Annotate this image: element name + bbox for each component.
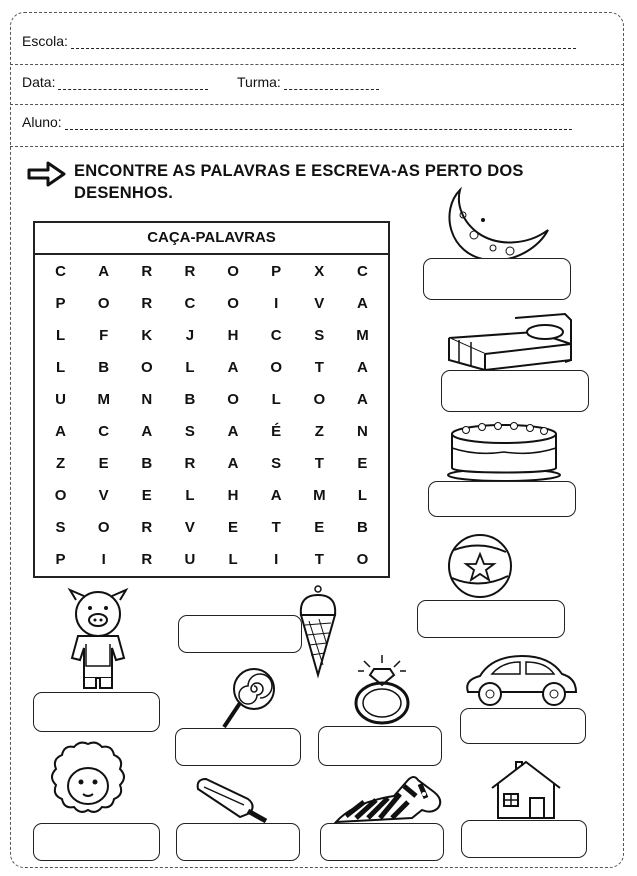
wordsearch-cell[interactable]: B: [141, 455, 153, 473]
wordsearch-cell[interactable]: O: [270, 358, 283, 376]
wordsearch-cell[interactable]: L: [228, 551, 238, 569]
header-divider: [10, 64, 624, 65]
arrow-right-icon: [26, 160, 68, 188]
car-icon: [462, 652, 580, 708]
date-field[interactable]: [22, 74, 208, 90]
wordsearch-cell[interactable]: J: [185, 326, 195, 344]
wordsearch-cell[interactable]: N: [357, 423, 368, 441]
moon-icon: [438, 185, 554, 265]
cake-icon: [446, 420, 562, 482]
wordsearch-cell[interactable]: L: [185, 358, 195, 376]
wordsearch-cell[interactable]: V: [314, 294, 325, 312]
wordsearch-cell[interactable]: S: [55, 519, 66, 537]
wordsearch-cell[interactable]: K: [141, 326, 153, 344]
school-field[interactable]: [22, 33, 576, 49]
wordsearch-cell[interactable]: A: [357, 358, 368, 376]
wordsearch-cell[interactable]: S: [184, 423, 195, 441]
wordsearch-cell[interactable]: A: [55, 423, 66, 441]
answer-box-car[interactable]: [460, 708, 586, 744]
wordsearch-cell[interactable]: X: [314, 262, 325, 280]
class-label: Turma:: [237, 74, 281, 90]
wordsearch-cell[interactable]: E: [357, 455, 368, 473]
wordsearch-cell[interactable]: O: [356, 551, 369, 569]
wordsearch-cell[interactable]: R: [141, 551, 153, 569]
wordsearch-cell[interactable]: O: [140, 358, 153, 376]
wordsearch-cell[interactable]: C: [98, 423, 110, 441]
bed-icon: [445, 310, 577, 372]
wordsearch-cell[interactable]: S: [314, 326, 325, 344]
date-input-line[interactable]: [58, 77, 208, 90]
wordsearch-cell[interactable]: L: [55, 358, 66, 376]
answer-box-ring[interactable]: [318, 726, 442, 766]
answer-box-sheep[interactable]: [33, 823, 160, 861]
answer-box-moon[interactable]: [423, 258, 571, 300]
wordsearch-cell[interactable]: A: [227, 358, 239, 376]
wordsearch-cell[interactable]: H: [227, 487, 239, 505]
popsicle-icon: [192, 775, 268, 825]
wordsearch-cell[interactable]: E: [228, 519, 239, 537]
wordsearch-cell[interactable]: E: [98, 455, 109, 473]
date-label: Data:: [22, 74, 56, 90]
wordsearch-cell[interactable]: A: [270, 487, 282, 505]
wordsearch-cell[interactable]: R: [141, 294, 153, 312]
wordsearch-cell[interactable]: R: [141, 262, 153, 280]
answer-box-lollipop[interactable]: [175, 728, 301, 766]
wordsearch-cell[interactable]: I: [274, 294, 279, 312]
wordsearch-cell[interactable]: I: [274, 551, 279, 569]
wordsearch-cell[interactable]: M: [313, 487, 326, 505]
wordsearch-cell[interactable]: P: [55, 551, 66, 569]
student-label: Aluno:: [22, 114, 62, 130]
wordsearch-cell[interactable]: O: [227, 262, 239, 280]
ring-icon: [350, 655, 414, 725]
wordsearch-cell[interactable]: O: [97, 519, 110, 537]
answer-box-bed[interactable]: [441, 370, 589, 412]
wordsearch-cell[interactable]: L: [357, 487, 368, 505]
wordsearch-grid: [33, 221, 390, 578]
answer-box-house[interactable]: [461, 820, 587, 858]
wordsearch-cell[interactable]: T: [271, 519, 281, 537]
wordsearch-cell[interactable]: Z: [314, 423, 324, 441]
instruction-text: ENCONTRE AS PALAVRAS E ESCREVA-AS PERTO DOS DESENHOS.: [74, 162, 524, 202]
wordsearch-cell[interactable]: F: [99, 326, 109, 344]
wordsearch-cell[interactable]: A: [357, 390, 368, 408]
class-field[interactable]: [237, 74, 379, 90]
wordsearch-cell[interactable]: O: [97, 294, 110, 312]
wordsearch-cell[interactable]: P: [55, 294, 66, 312]
wordsearch-cell[interactable]: A: [98, 262, 110, 280]
wordsearch-cell[interactable]: R: [141, 519, 153, 537]
wordsearch-cell[interactable]: A: [141, 423, 153, 441]
pig-icon: [52, 588, 144, 692]
wordsearch-cell[interactable]: A: [227, 455, 239, 473]
wordsearch-cell[interactable]: C: [357, 262, 368, 280]
wordsearch-cell[interactable]: U: [55, 390, 66, 408]
ice-cream-icon: [297, 585, 339, 677]
wordsearch-title: CAÇA-PALAVRAS: [35, 223, 388, 255]
wordsearch-cell[interactable]: V: [98, 487, 109, 505]
wordsearch-cell[interactable]: L: [55, 326, 66, 344]
wordsearch-cell[interactable]: T: [314, 358, 324, 376]
wordsearch-cell[interactable]: R: [184, 262, 196, 280]
ball-icon: [446, 532, 514, 598]
wordsearch-cell[interactable]: H: [227, 326, 239, 344]
answer-box-cake[interactable]: [428, 481, 576, 517]
wordsearch-cell[interactable]: B: [98, 358, 110, 376]
answer-box-ball[interactable]: [417, 600, 565, 638]
wordsearch-cell[interactable]: B: [357, 519, 368, 537]
wordsearch-cell[interactable]: L: [271, 390, 281, 408]
header-divider: [10, 146, 624, 147]
wordsearch-cell[interactable]: R: [184, 455, 196, 473]
wordsearch-cell[interactable]: L: [185, 487, 195, 505]
wordsearch-cell[interactable]: S: [271, 455, 282, 473]
wordsearch-cell[interactable]: Z: [55, 455, 66, 473]
wordsearch-cell[interactable]: C: [270, 326, 282, 344]
sheep-icon: [45, 740, 131, 820]
zebra-icon: [334, 772, 446, 824]
answer-box-ice-cream[interactable]: [178, 615, 302, 653]
wordsearch-cell[interactable]: C: [184, 294, 196, 312]
wordsearch-cell[interactable]: A: [357, 294, 368, 312]
wordsearch-cell[interactable]: P: [271, 262, 282, 280]
wordsearch-cell[interactable]: O: [313, 390, 326, 408]
wordsearch-cell[interactable]: C: [55, 262, 66, 280]
wordsearch-cell[interactable]: O: [227, 294, 239, 312]
header-divider: [10, 104, 624, 105]
answer-box-pig[interactable]: [33, 692, 160, 732]
wordsearch-cell[interactable]: É: [271, 423, 282, 441]
house-icon: [486, 760, 566, 820]
wordsearch-cell[interactable]: O: [227, 390, 239, 408]
wordsearch-cell[interactable]: M: [356, 326, 369, 344]
wordsearch-cell[interactable]: O: [54, 487, 67, 505]
lollipop-icon: [218, 667, 278, 729]
wordsearch-cell[interactable]: E: [141, 487, 152, 505]
school-input-line[interactable]: [71, 36, 576, 49]
wordsearch-cells: [35, 255, 388, 576]
wordsearch-cell[interactable]: U: [184, 551, 196, 569]
wordsearch-cell[interactable]: E: [314, 519, 325, 537]
answer-box-popsicle[interactable]: [176, 823, 300, 861]
student-input-line[interactable]: [65, 117, 572, 130]
wordsearch-cell[interactable]: A: [227, 423, 239, 441]
wordsearch-cell[interactable]: N: [141, 390, 153, 408]
wordsearch-cell[interactable]: M: [97, 390, 110, 408]
wordsearch-cell[interactable]: V: [184, 519, 195, 537]
wordsearch-cell[interactable]: I: [101, 551, 106, 569]
school-label: Escola:: [22, 33, 68, 49]
class-input-line[interactable]: [284, 77, 379, 90]
wordsearch-cell[interactable]: T: [314, 455, 324, 473]
answer-box-zebra[interactable]: [320, 823, 444, 861]
wordsearch-cell[interactable]: B: [184, 390, 196, 408]
wordsearch-cell[interactable]: T: [314, 551, 324, 569]
student-field[interactable]: [22, 114, 572, 130]
